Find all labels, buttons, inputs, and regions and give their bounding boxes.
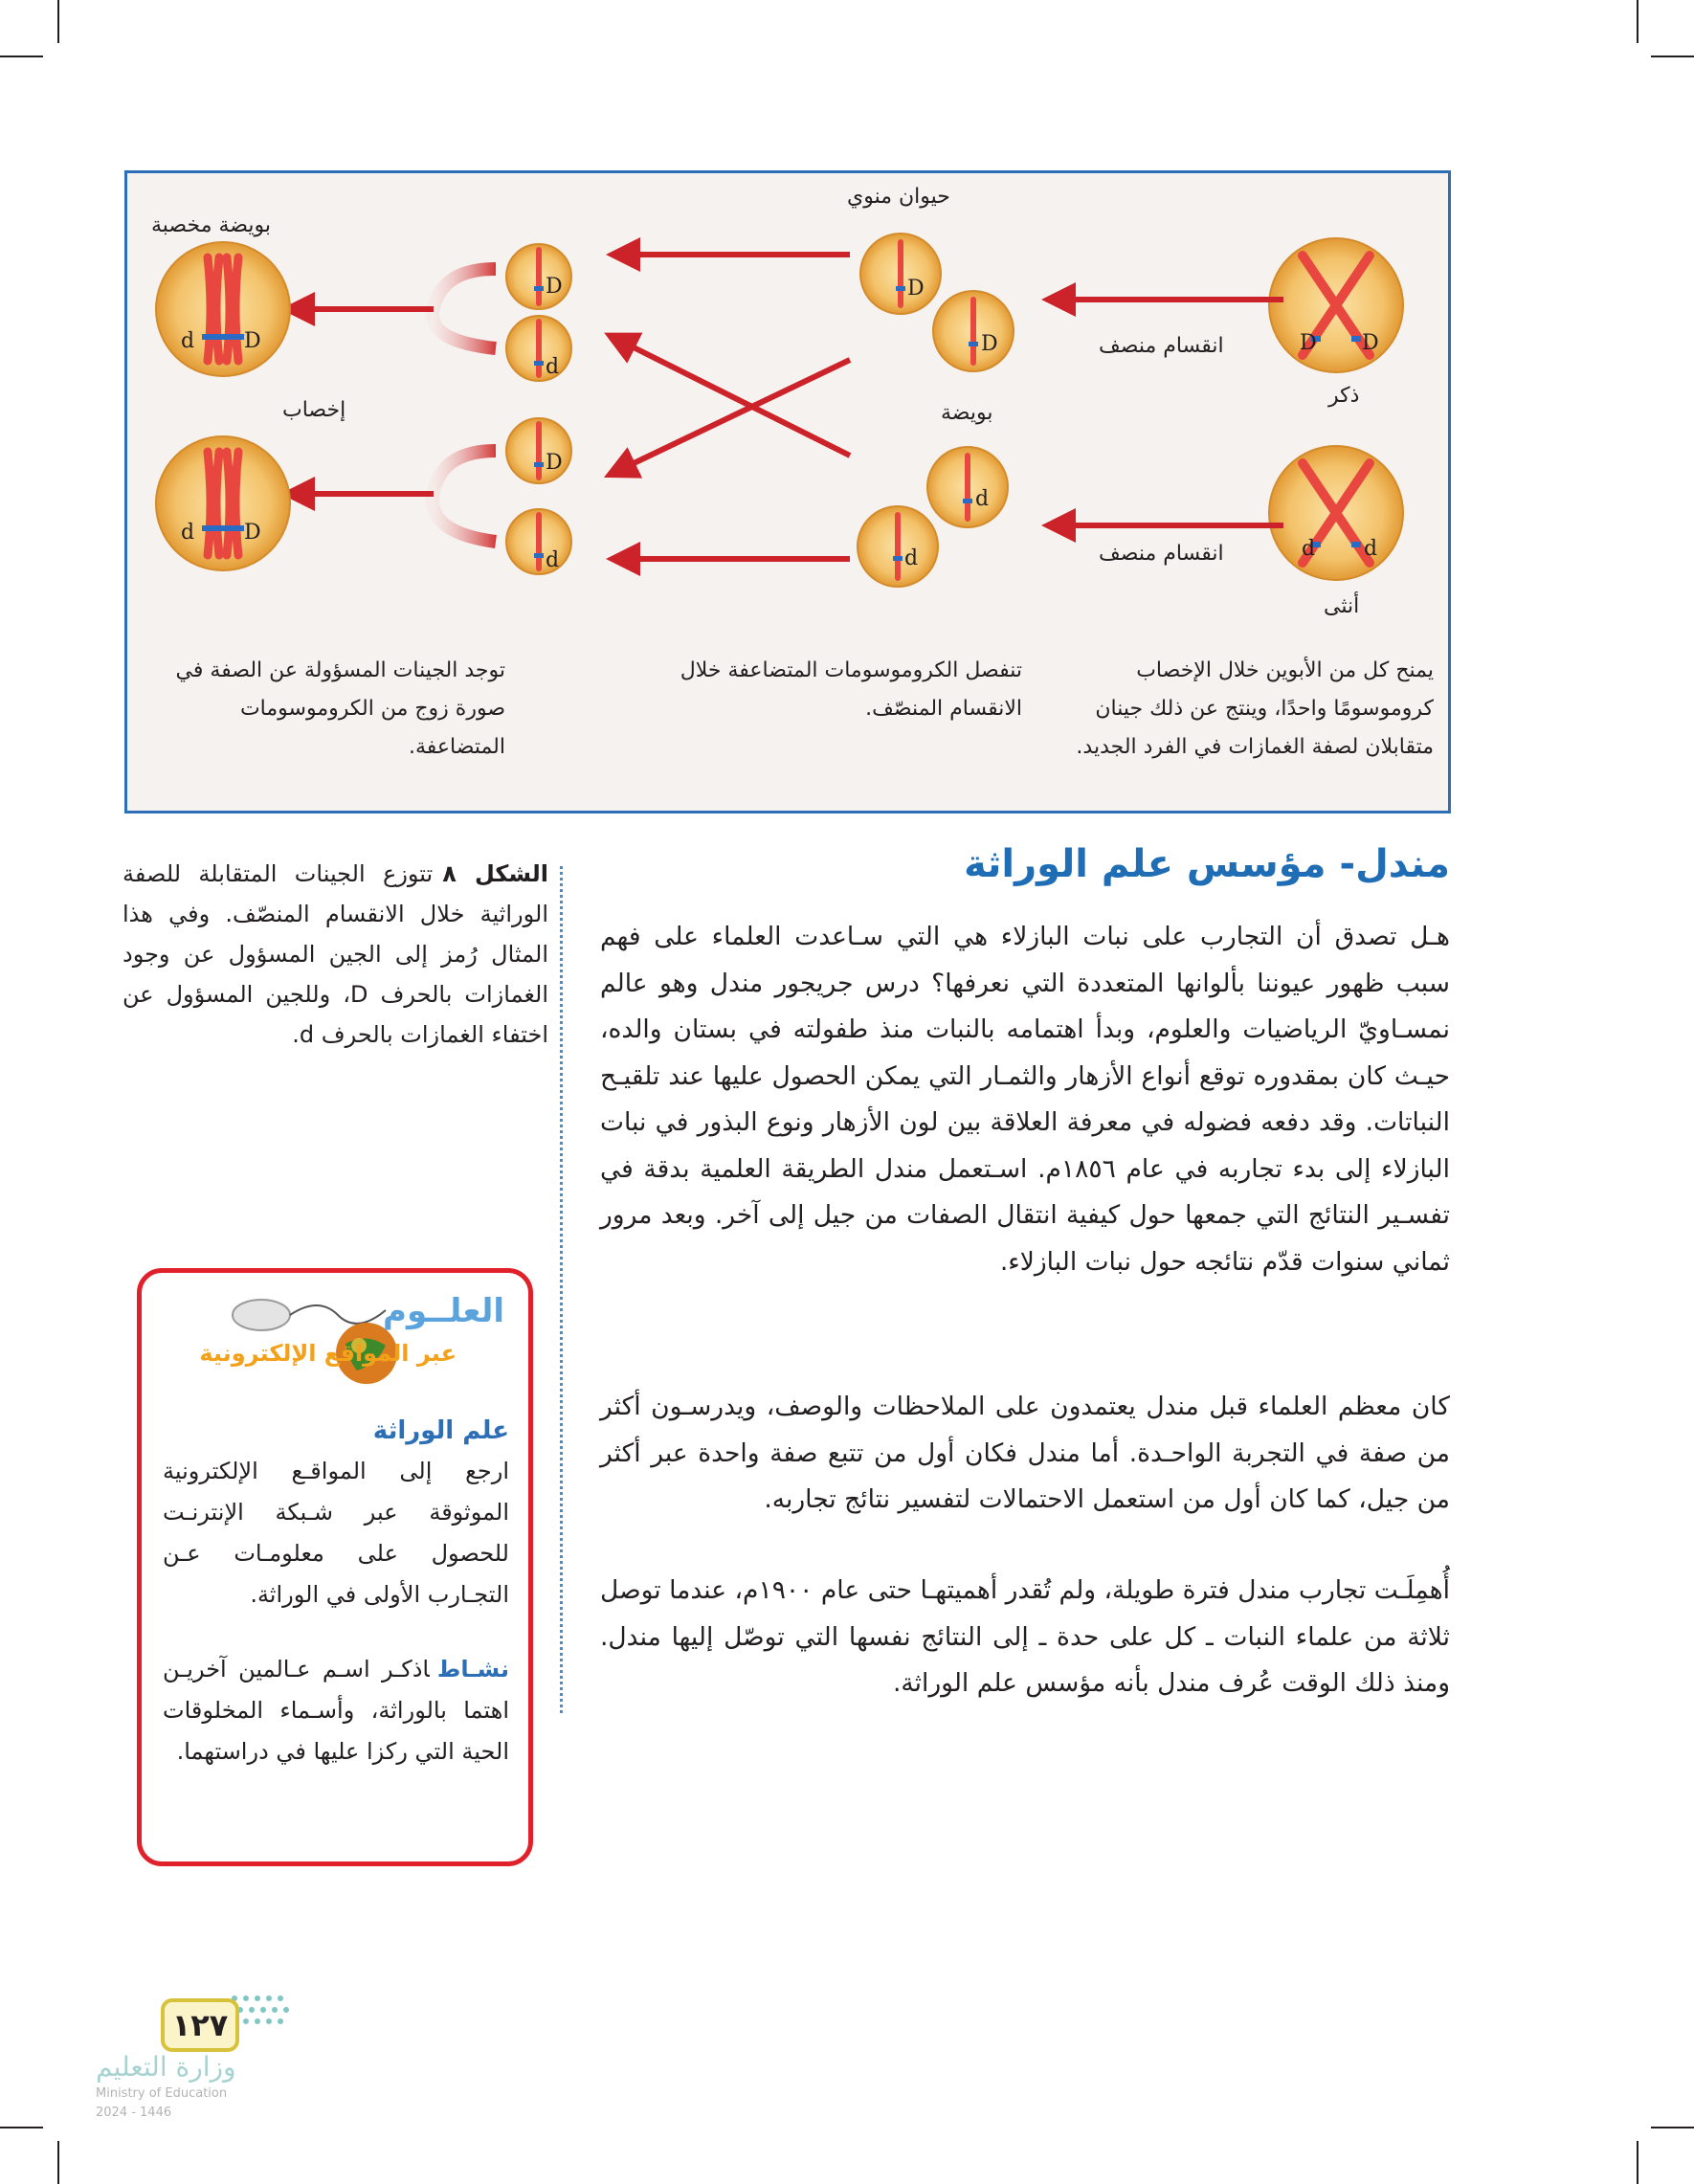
paragraph-2: كان معظم العلماء قبل مندل يعتمدون على الملاحظات والوصف، ويدرسـون أكثر من صفة في التجربة الواحـدة. أما مندل فكان أول من تتبع صفة واحدة عبر أكثر من جيل، كما كان أول من استعمل الاحتمالات لتفسير نتائج تجاربه. [600, 1392, 1450, 1514]
crop-mark [1637, 2141, 1638, 2184]
section-title: مندل- مؤسس علم الوراثة [964, 842, 1450, 886]
crop-mark [57, 0, 59, 43]
paragraph-1: هـل تصدق أن التجارب على نبات البازلاء هي التي سـاعدت العلماء على فهم سبب ظهور عيوننا بألوانها المتعددة التي نعرفها؟ درس جريجور مندل وهو عالم نمسـاويّ الرياضيات والعلوم، وبدأ اهتمامه بالنبات منذ طفولته في بستان والده، حيـث كان بمقدوره توقع أنواع الأزهار والثمـار التي يمكن الحصول عليها عند تلقيـح النباتات. وقد دفعه فضوله في معرفة العلاقة بين لون الأزهار ونوع البذور في نبات البازلاء إلى بدء تجاربه في عام ١٨٥٦م. اسـتعمل مندل الطريقة العلمية بدقة في تفسـير النتائج التي جمعها حول كيفية انتقال الصفات من جيل إلى آخر. وبعد مرور ثماني سنوات قدّم نتائجه حول نبات البازلاء. [600, 922, 1450, 1277]
allele-gamete-1: D [546, 275, 563, 299]
allele-sperm-1: D [907, 277, 925, 301]
sperm-cell-1 [860, 234, 941, 314]
crop-mark [1637, 0, 1638, 43]
sperm-cell-2 [933, 291, 1014, 371]
allele-gamete-4: d [546, 548, 560, 572]
page-number: ١٢٧ [161, 1998, 239, 2052]
edition-year: 2024 - 1446 [96, 2106, 172, 2120]
allele-zygote-top-right: D [244, 329, 261, 353]
fertilization-connector-bottom [433, 451, 496, 542]
box-heading: علم الوراثة [372, 1416, 509, 1445]
label-female: أنثى [1324, 594, 1360, 618]
allele-sperm-2: D [981, 332, 998, 356]
zygote-top [156, 242, 290, 376]
allele-gamete-3: D [546, 451, 563, 475]
allele-female-left: d [1302, 537, 1316, 561]
egg-cell-2 [858, 506, 938, 587]
gamete-d-bottom [506, 509, 571, 574]
logo-title: العلــوم [383, 1292, 504, 1330]
label-meiosis-bottom: انقسام منصف [1099, 542, 1224, 566]
crop-mark [0, 56, 43, 57]
allele-female-right: d [1364, 537, 1378, 561]
crop-mark [57, 2141, 59, 2184]
allele-zygote-bottom-right: D [244, 521, 261, 545]
activity-label: نشـاط [438, 1656, 509, 1683]
label-sperm: حيوان منوي [847, 185, 950, 209]
caption-right: يمنح كل من الأبوين خلال الإخصاب كروموسومًا واحدًا، وينتج عن ذلك جينان متقابلان لصفة الغمازات في الفرد الجديد. [1076, 658, 1434, 759]
paragraph-3: أُهمِلَـت تجارب مندل فترة طويلة، ولم تُقدر أهميتهـا حتى عام ١٩٠٠م، عندما توصل ثلاثة من علماء النبات ـ كل على حدة ـ إلى النتائج نفسها التي توصّل إليها مندل. ومنذ ذلك الوقت عُرف مندل بأنه مؤسس علم الوراثة. [600, 1575, 1450, 1698]
allele-male-right: D [1362, 331, 1379, 355]
label-meiosis-top: انقسام منصف [1099, 334, 1224, 358]
allele-egg-2: d [904, 546, 919, 570]
label-egg: بويضة [941, 401, 993, 425]
ministry-arabic-name: وزارة التعليم [96, 2051, 236, 2083]
activity-text: اذكـر اسـم عـالمين آخريـن اهتما بالوراثة، وأسـماء المخلوقات الحية التي ركزا عليها في دراستهما. [163, 1656, 509, 1765]
crop-mark [1651, 2127, 1694, 2128]
male-parent-cell [1269, 238, 1403, 372]
crop-mark [1651, 56, 1694, 57]
activity [163, 1649, 509, 1772]
sperm-arrow-cross [630, 360, 850, 465]
figure-8-caption [123, 854, 548, 1055]
label-zygote: بويضة مخصبة [151, 213, 271, 237]
egg-arrow-cross [630, 345, 850, 456]
egg-cell-1 [927, 447, 1008, 527]
caption-left: توجد الجينات المسؤولة عن الصفة في صورة زوج من الكروموسومات المتضاعفة. [175, 658, 505, 759]
box-text: ارجع إلى المواقـع الإلكترونية الموثوقة عبر شـبكة الإنترنـت للحصول على معلومـات عـن التجـارب الأولى في الوراثة. [163, 1458, 509, 1608]
fertilization-connector-top [433, 269, 496, 348]
zygote-bottom [156, 436, 290, 570]
allele-egg-1: d [975, 487, 990, 511]
crop-mark [0, 2127, 43, 2128]
label-male: ذكر [1328, 384, 1360, 408]
allele-zygote-top-left: d [181, 329, 195, 353]
column-separator [560, 866, 563, 1713]
figure-caption-text: تتوزع الجينات المتقابلة للصفة الوراثية خلال الانقسام المنصّف. وفي هذا المثال رُمز إلى الجين المسؤول عن وجود الغمازات بالحرف D، وللجين المسؤول عن اختفاء الغمازات بالحرف d. [123, 860, 548, 1048]
allele-male-left: D [1300, 331, 1317, 355]
allele-zygote-bottom-left: d [181, 521, 195, 545]
logo-subtitle: عبر المواقع الإلكترونية [199, 1340, 457, 1367]
online-resources-box [137, 1268, 533, 1866]
label-fertilization: إخصاب [282, 398, 346, 422]
meiosis-figure [124, 170, 1451, 813]
caption-middle: تنفصل الكروموسومات المتضاعفة خلال الانقسام المنصّف. [680, 658, 1022, 721]
female-parent-cell [1269, 446, 1403, 580]
gamete-d-top [506, 316, 571, 381]
allele-gamete-2: d [546, 355, 560, 379]
ministry-english-name: Ministry of Education [96, 2086, 228, 2101]
figure-number: الشكل ٨ [442, 860, 548, 887]
